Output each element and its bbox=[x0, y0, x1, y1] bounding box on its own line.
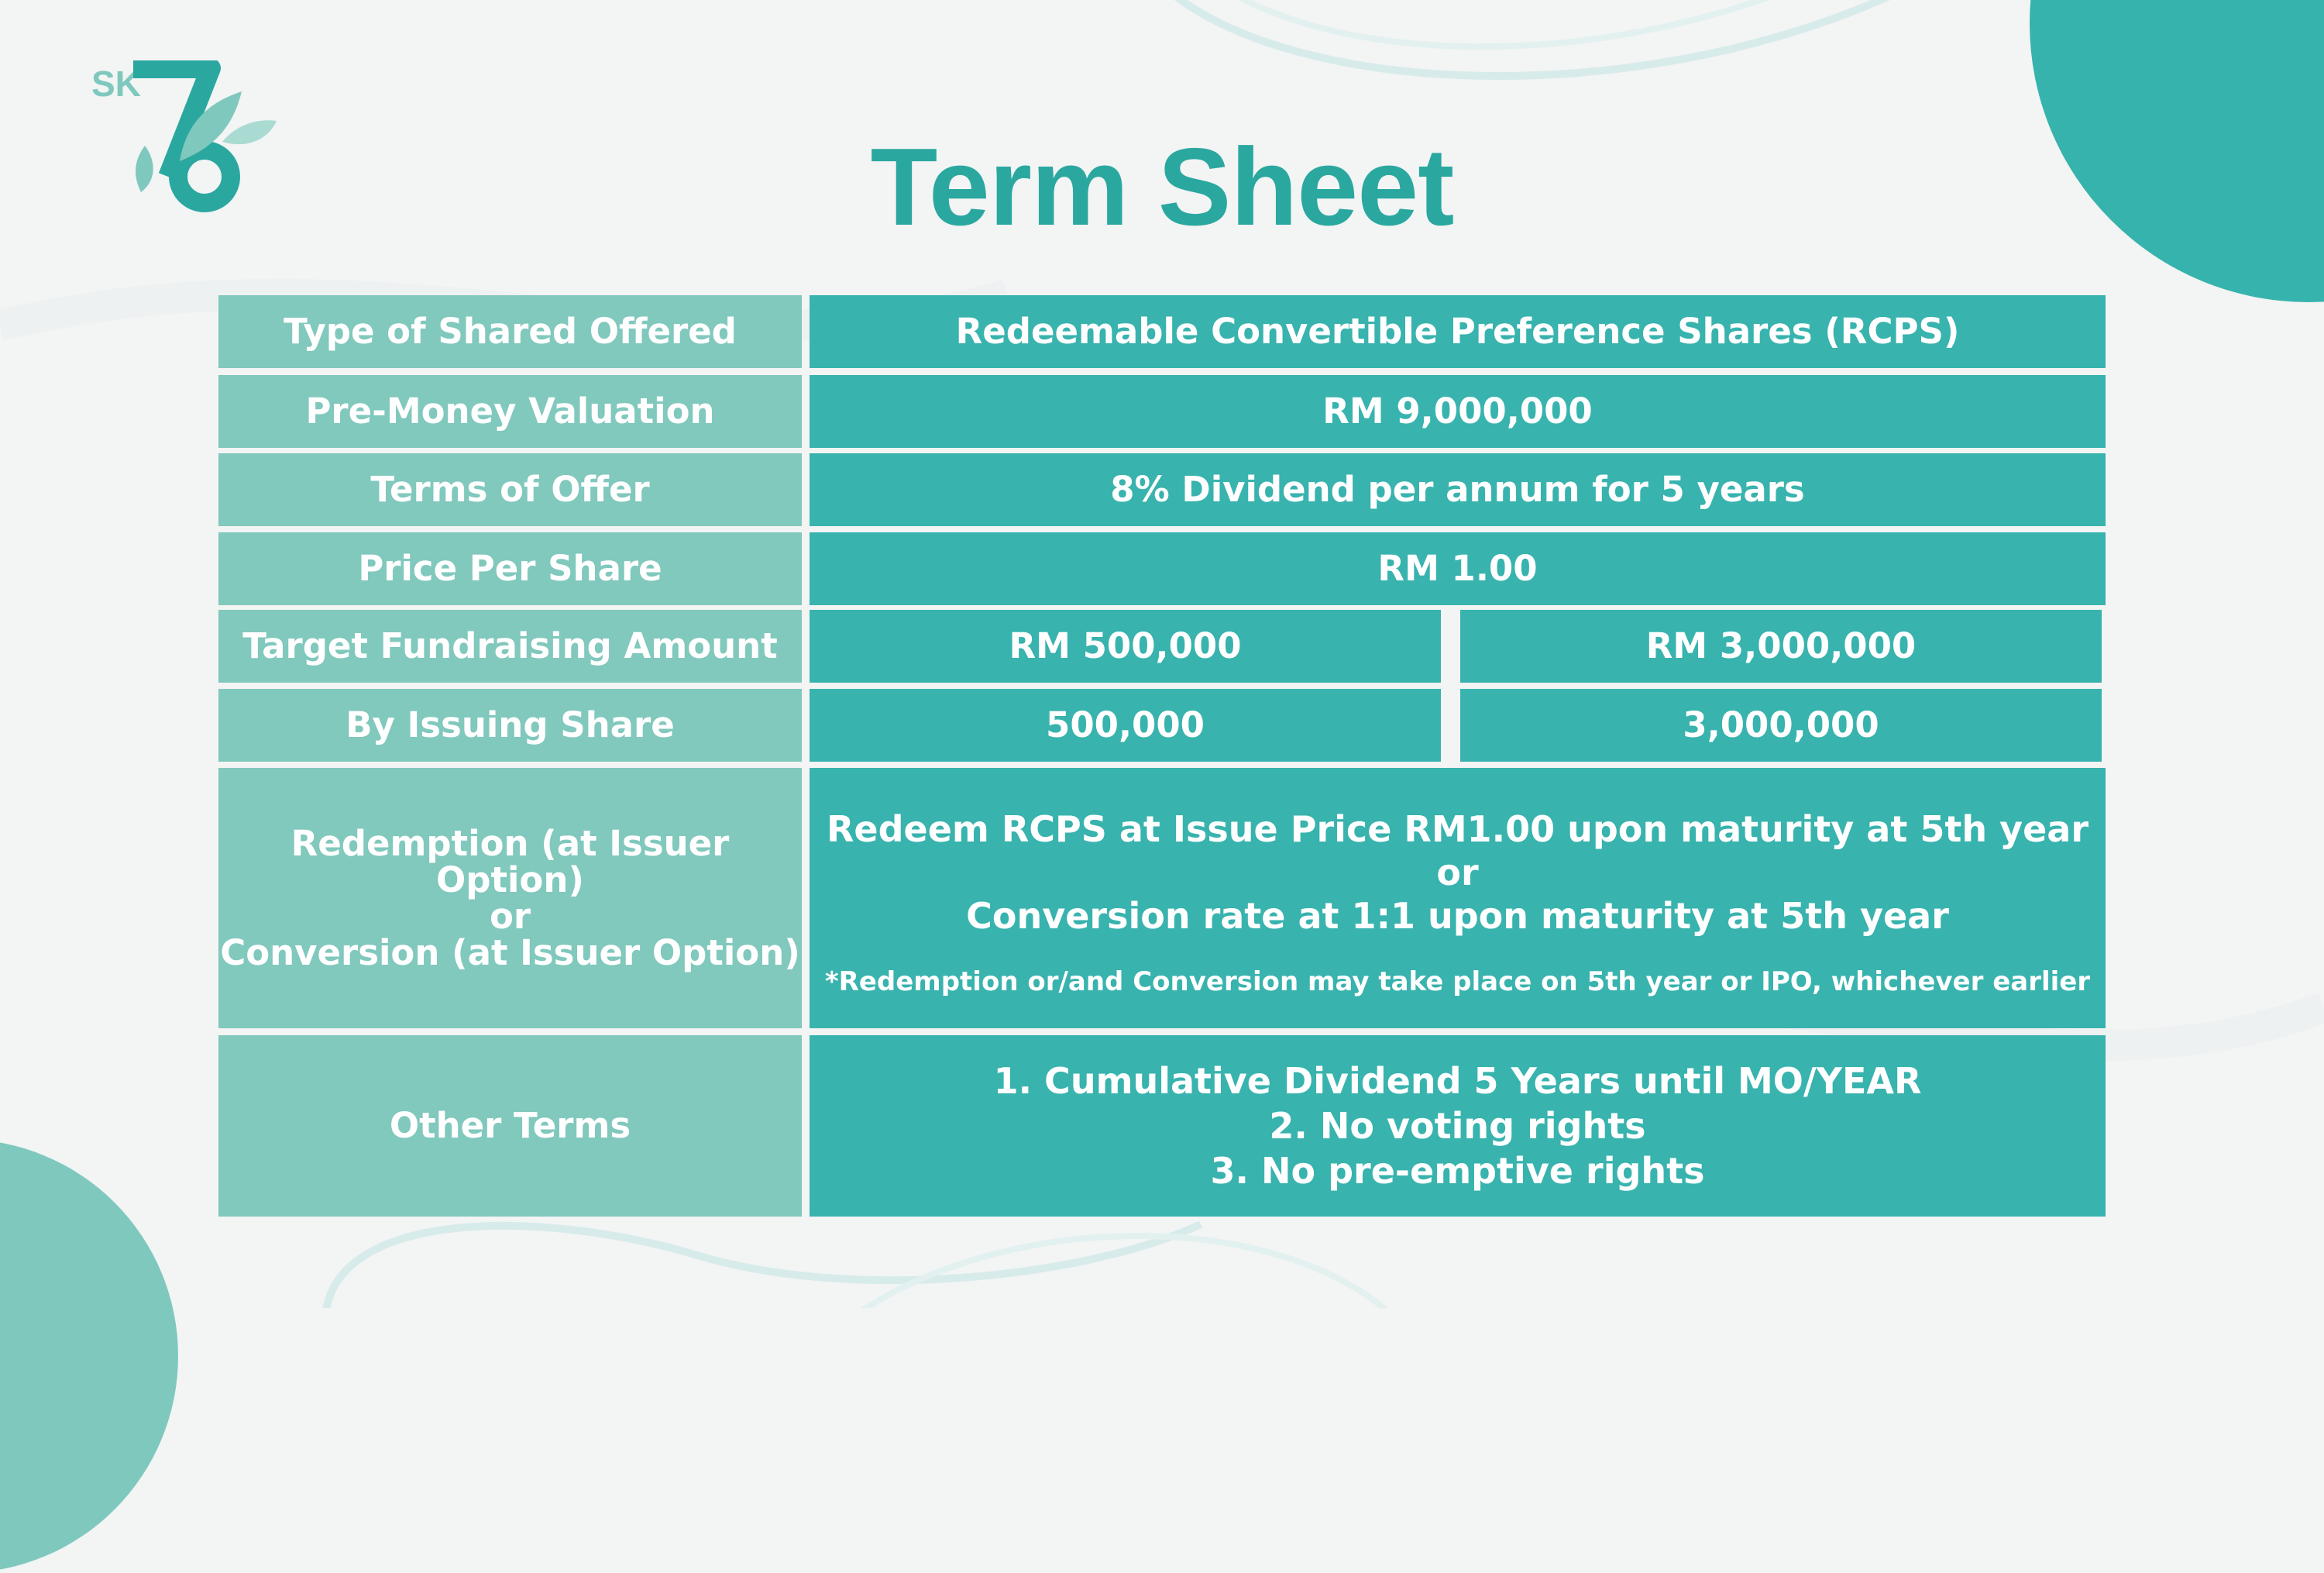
row-value-valuation: RM 9,000,000 bbox=[810, 375, 2106, 448]
row-value-other-terms bbox=[810, 1035, 2106, 1217]
row-label-other-terms: Other Terms bbox=[218, 1035, 802, 1217]
row-value-issuing-max: 3,000,000 bbox=[1460, 689, 2102, 762]
label-line: or bbox=[489, 896, 531, 937]
row-label-redemption bbox=[218, 768, 802, 1028]
label-line: Conversion (at Issuer Option) bbox=[220, 932, 800, 974]
value-line: Conversion rate at 1:1 upon maturity at 5th year bbox=[966, 895, 1949, 938]
row-label-share-type: Type of Shared Offered bbox=[218, 295, 802, 368]
value-line: Redeem RCPS at Issue Price RM1.00 upon maturity at 5th year bbox=[826, 808, 2089, 851]
row-label-valuation: Pre-Money Valuation bbox=[218, 375, 802, 448]
row-value-terms-of-offer: 8% Dividend per annum for 5 years bbox=[810, 453, 2106, 526]
row-label-price-per-share: Price Per Share bbox=[218, 532, 802, 605]
row-label-terms-of-offer: Terms of Offer bbox=[218, 453, 802, 526]
value-line: or bbox=[1436, 852, 1479, 894]
row-value-target-min: RM 500,000 bbox=[810, 610, 1441, 683]
row-label-issuing-share: By Issuing Share bbox=[218, 689, 802, 762]
row-value-issuing-min: 500,000 bbox=[810, 689, 1441, 762]
row-value-redemption bbox=[810, 768, 2106, 1028]
row-label-target-fundraising: Target Fundraising Amount bbox=[218, 610, 802, 683]
other-term-item: 1. Cumulative Dividend 5 Years until MO/YEAR bbox=[993, 1060, 1922, 1102]
row-value-price-per-share: RM 1.00 bbox=[810, 532, 2106, 605]
row-value-target-max: RM 3,000,000 bbox=[1460, 610, 2102, 683]
other-term-item: 2. No voting rights bbox=[1269, 1105, 1646, 1147]
page-title: Term Sheet bbox=[870, 126, 1454, 249]
logo-letter-s: SK bbox=[91, 64, 141, 104]
other-term-item: 3. No pre-emptive rights bbox=[1210, 1150, 1705, 1192]
row-value-share-type: Redeemable Convertible Preference Shares (RCPS) bbox=[810, 295, 2106, 368]
redemption-footnote: *Redemption or/and Conversion may take place on 5th year or IPO, whichever earlier bbox=[824, 966, 2091, 998]
label-line: Redemption (at Issuer Option) bbox=[290, 822, 730, 900]
